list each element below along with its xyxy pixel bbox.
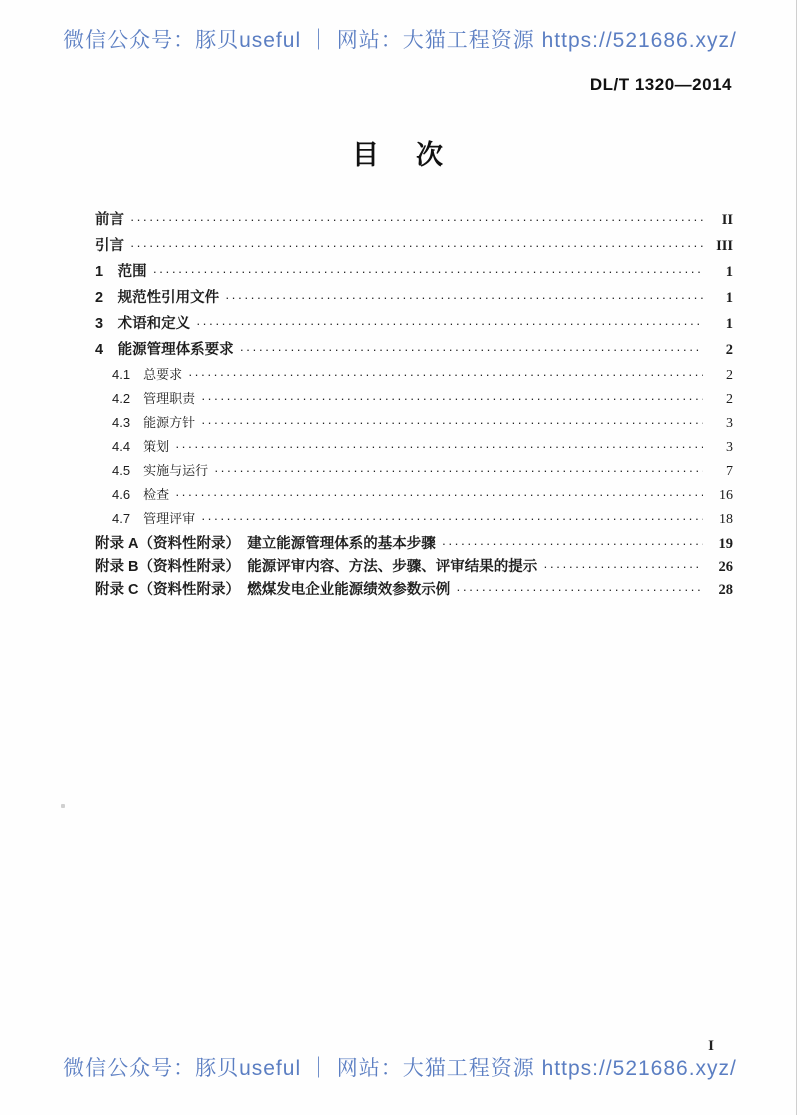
toc-page-number: 1 <box>725 290 733 306</box>
toc-row <box>95 484 733 508</box>
toc-page-number: 2 <box>726 392 733 407</box>
toc-row <box>95 578 733 601</box>
toc-page-number: 1 <box>725 264 733 280</box>
toc-page-number: 18 <box>719 512 733 527</box>
toc-entry-label: 引言 <box>95 238 124 254</box>
toc-entry-label: 4.3 能源方针 <box>112 415 196 430</box>
toc-page-number: 26 <box>718 559 733 575</box>
toc-page-number: 2 <box>725 342 733 358</box>
toc-dot-leader <box>201 415 703 430</box>
toc-entry-label: 1 范围 <box>95 264 147 280</box>
toc-entry-label: 2 规范性引用文件 <box>95 290 220 306</box>
toc-page-number: 19 <box>718 536 733 552</box>
scan-artifact-dot <box>61 804 65 808</box>
toc-page-number: 28 <box>718 582 733 598</box>
toc-row <box>95 555 733 578</box>
toc-entry-label: 4.4 策划 <box>112 439 170 454</box>
scan-edge-line <box>796 0 798 1115</box>
toc-entry-label: 4.7 管理评审 <box>112 511 196 526</box>
watermark-bottom: 微信公众号：豚贝useful ｜ 网站：大猫工程资源 https://521686.xyz/ <box>63 1057 737 1080</box>
toc-dot-leader <box>153 264 703 280</box>
toc-dot-leader <box>201 391 703 406</box>
toc-page-number: 3 <box>726 416 733 431</box>
toc-row <box>95 234 733 260</box>
toc-dot-leader <box>175 487 703 502</box>
toc-entry-label: 4 能源管理体系要求 <box>95 342 234 358</box>
toc-dot-leader <box>456 582 703 598</box>
toc-page-number: 1 <box>725 316 733 332</box>
toc-dot-leader <box>188 367 703 382</box>
toc-dot-leader <box>196 316 703 332</box>
toc-page-number: 16 <box>719 488 733 503</box>
toc-dot-leader <box>130 212 703 228</box>
toc-dot-leader <box>201 511 703 526</box>
toc-row <box>95 286 733 312</box>
toc-row <box>95 338 733 364</box>
toc-entry-label: 附录 B（资料性附录） 能源评审内容、方法、步骤、评审结果的提示 <box>95 559 538 575</box>
toc-row <box>95 260 733 286</box>
toc-dot-leader <box>214 463 703 478</box>
toc-page-number: 7 <box>726 464 733 479</box>
toc-entry-label: 附录 C（资料性附录） 燃煤发电企业能源绩效参数示例 <box>95 582 451 598</box>
toc-entry-label: 4.1 总要求 <box>112 367 183 382</box>
toc-row <box>95 460 733 484</box>
toc-dot-leader <box>130 238 703 254</box>
toc-entry-label: 3 术语和定义 <box>95 316 191 332</box>
toc-dot-leader <box>543 559 703 575</box>
watermark-top: 微信公众号：豚贝useful ｜ 网站：大猫工程资源 https://521686.xyz/ <box>63 29 737 52</box>
toc-row <box>95 364 733 388</box>
toc-dot-leader <box>240 342 703 358</box>
toc-dot-leader <box>225 290 703 306</box>
toc-row <box>95 508 733 532</box>
toc-page-number: 2 <box>726 368 733 383</box>
toc-entry-label: 附录 A（资料性附录） 建立能源管理体系的基本步骤 <box>95 536 436 552</box>
toc-entry-label: 4.6 检查 <box>112 487 170 502</box>
standard-number: DL/T 1320—2014 <box>589 75 732 94</box>
toc-row <box>95 312 733 338</box>
toc-dot-leader <box>442 536 703 552</box>
toc-row <box>95 532 733 555</box>
toc-entry-label: 4.5 实施与运行 <box>112 463 209 478</box>
toc-row <box>95 208 733 234</box>
toc-dot-leader <box>175 439 703 454</box>
toc-page-number: II <box>721 212 733 228</box>
toc-entry-label: 4.2 管理职责 <box>112 391 196 406</box>
toc-page-number: III <box>716 238 733 254</box>
toc-page-number: 3 <box>726 440 733 455</box>
folio-page-number: I <box>708 1038 714 1054</box>
toc-row <box>95 436 733 460</box>
table-of-contents <box>95 208 733 601</box>
toc-entry-label: 前言 <box>95 212 124 228</box>
page-title: 目 次 <box>352 140 448 170</box>
toc-row <box>95 412 733 436</box>
toc-row <box>95 388 733 412</box>
